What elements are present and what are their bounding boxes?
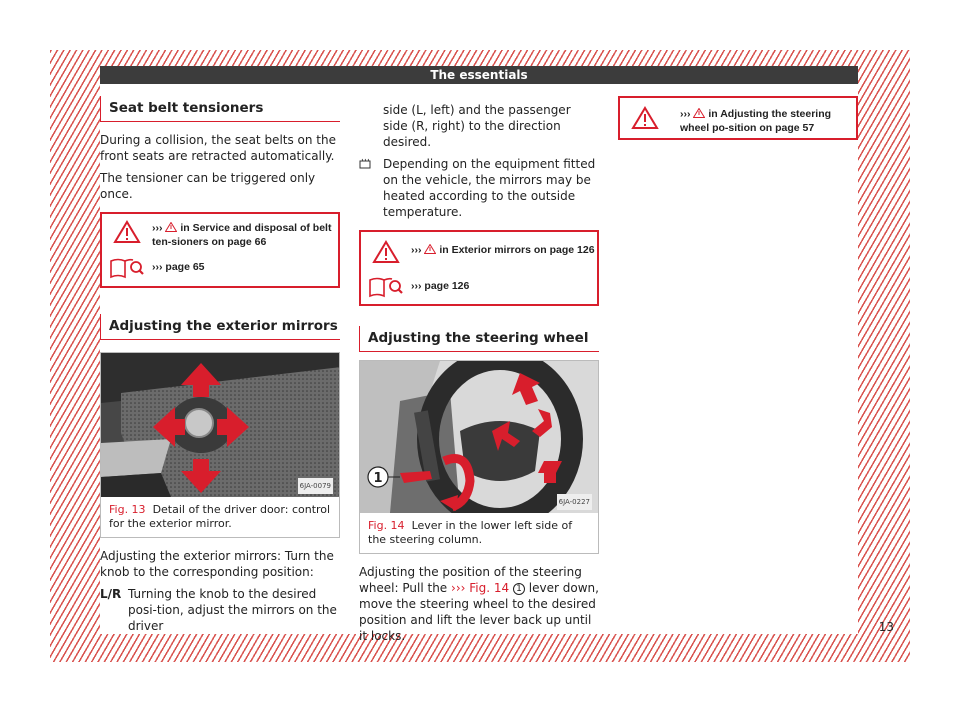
page-reference[interactable]: page 65 — [165, 261, 205, 273]
paragraph: side (L, left) and the passenger side (R, right) to the direction desired. — [383, 103, 571, 149]
figure-reference-link[interactable] — [451, 581, 509, 595]
book-search-icon — [102, 257, 152, 279]
figure-stamp: 6JA-0227 — [557, 494, 592, 510]
figure-caption — [360, 513, 598, 553]
warning-box — [618, 96, 858, 140]
chevron-link[interactable]: ››› — [680, 108, 691, 120]
figure-13 — [100, 352, 340, 538]
column-1 — [100, 96, 340, 634]
warning-box — [100, 212, 340, 288]
heated-mirror-icon — [359, 158, 371, 174]
paragraph — [359, 564, 599, 644]
warning-text: in Service and disposal of belt ten-sioners on page 66 — [152, 222, 332, 248]
definition-row — [100, 586, 340, 634]
warning-mini-icon — [693, 108, 705, 122]
chevron-link[interactable]: ››› — [152, 222, 163, 234]
column-2 — [359, 102, 599, 650]
warning-triangle-icon — [361, 240, 411, 264]
chevron-link[interactable]: ››› — [411, 244, 422, 256]
chevron-link[interactable]: ››› — [152, 261, 163, 273]
paragraph-text: lever down, move the steering wheel to the desired position and lift the lever back up until it locks. — [359, 581, 599, 643]
figure-caption — [101, 497, 339, 537]
paragraph: The tensioner can be triggered only once. — [100, 171, 316, 201]
figure-ref-label: Fig. 14 — [469, 581, 510, 595]
paragraph-text: Adjusting the position of the steering wheel: Pull the — [359, 565, 582, 595]
warning-box — [359, 230, 599, 306]
page-reference[interactable]: page 126 — [424, 280, 470, 292]
paragraph: Depending on the equipment fitted on the vehicle, the mirrors may be heated according to the outside temperature. — [383, 157, 596, 219]
chevron-link[interactable]: ››› — [411, 280, 422, 292]
note-block — [359, 156, 599, 220]
callout-reference: 1 — [513, 583, 525, 595]
caption-text: Detail of the driver door: control for the exterior mirror. — [109, 503, 331, 530]
definition-key: L/R — [100, 587, 122, 601]
figure-14 — [359, 360, 599, 554]
column-3 — [618, 96, 858, 140]
mirror-control-image — [101, 353, 339, 497]
page-number: 13 — [878, 620, 894, 634]
paragraph: Adjusting the exterior mirrors: Turn the knob to the corresponding position: — [100, 549, 334, 579]
warning-triangle-icon — [620, 106, 670, 130]
warning-triangle-icon — [102, 220, 152, 244]
warning-text: in Adjusting the steering wheel po-sition on page 57 — [680, 108, 832, 134]
chevron-link: ››› — [451, 581, 466, 595]
section-title-exterior-mirrors: Adjusting the exterior mirrors — [100, 314, 340, 340]
figure-label: Fig. 14 — [368, 519, 405, 532]
section-title-seat-belt: Seat belt tensioners — [100, 96, 340, 122]
warning-mini-icon — [165, 222, 177, 236]
warning-text: in Exterior mirrors on page 126 — [439, 244, 595, 256]
section-title-steering-wheel: Adjusting the steering wheel — [359, 326, 599, 352]
callout-number: 1 — [373, 471, 383, 486]
definition-text: Turning the knob to the desired posi-tion, adjust the mirrors on the driver — [128, 587, 337, 633]
chapter-header: The essentials — [100, 66, 858, 84]
figure-label: Fig. 13 — [109, 503, 146, 516]
steering-wheel-image — [360, 361, 598, 513]
figure-stamp: 6JA-0079 — [298, 478, 333, 494]
paragraph: During a collision, the seat belts on the front seats are retracted automatically. — [100, 133, 336, 163]
book-search-icon — [361, 276, 411, 298]
caption-text: Lever in the lower left side of the steering column. — [368, 519, 573, 546]
warning-mini-icon — [424, 244, 436, 258]
